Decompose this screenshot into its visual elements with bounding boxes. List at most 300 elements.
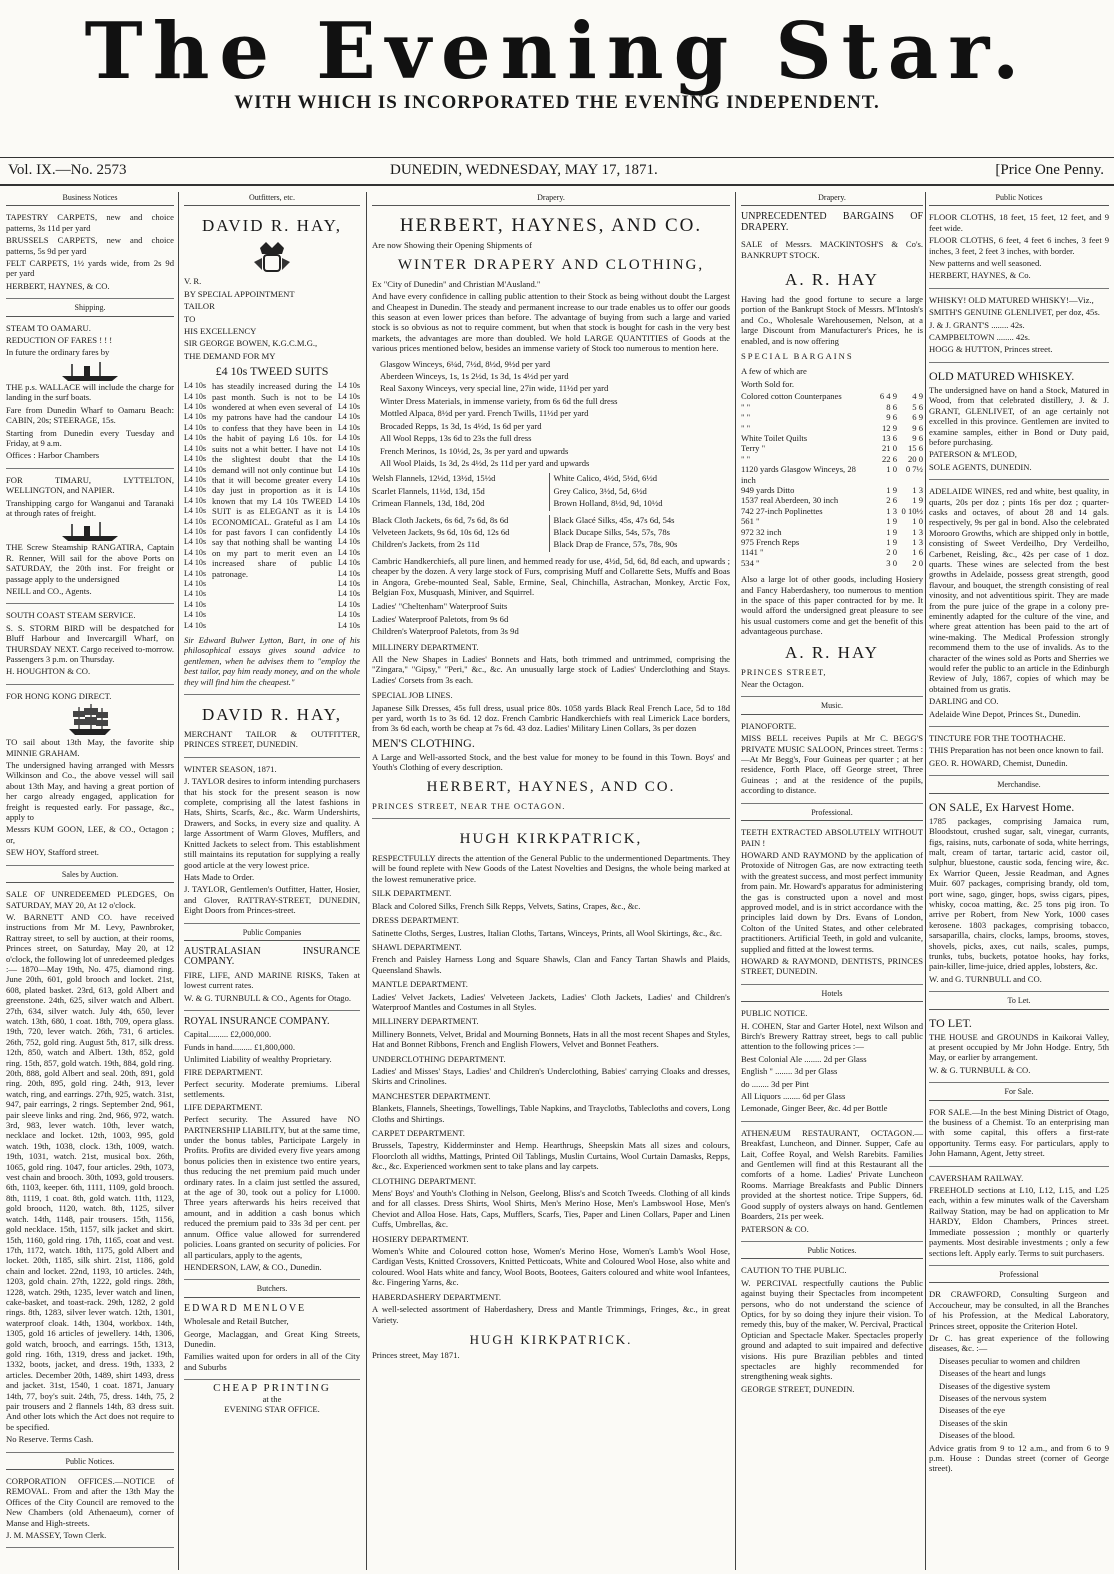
dept-heading: MEN'S CLOTHING. [372, 735, 475, 750]
dept-heading: CARPET DEPARTMENT. [372, 1128, 465, 1138]
dept-heading: CLOTHING DEPARTMENT. [372, 1175, 477, 1186]
ad-line: EVENING STAR OFFICE. [224, 1403, 320, 1414]
ad-line: Adelaide Wine Depot, Princes St., Dunedin. [929, 708, 1081, 719]
ad-line: Princes street, May 1871. [372, 1349, 460, 1360]
table-cell-sold: 1 9 [912, 495, 923, 506]
ad-heading: PUBLIC NOTICE. [741, 1008, 808, 1019]
table-row [741, 527, 923, 537]
ad-line: Are now Showing their Opening Shipments of [372, 240, 532, 251]
price-row: J. & J. GRANT'S ........ 42s. [929, 319, 1025, 330]
list-item: Children's Waterproof Paletots, from 3s 9d [372, 626, 519, 637]
dept-body: Ladies' and Misses' Stays, Ladies' and Children's Underclothing, Babies' carrying Cloaks and dresses, Skirts and Crinolines. [372, 1065, 730, 1087]
table-cell-item: " " [741, 422, 751, 433]
list-item: White Calico, 4½d, 5½d, 6½d [553, 473, 658, 484]
section-header: Professional. [741, 807, 923, 821]
dept-heading: MANCHESTER DEPARTMENT. [372, 1090, 491, 1101]
table-row [741, 464, 923, 485]
list-item: Ladies' Waterproof Paletots, from 9s 6d [372, 613, 509, 624]
table-cell-worth: 1 9 [886, 516, 897, 527]
floorcloth-ad [929, 209, 1109, 288]
ad-heading: PIANOFORTE. [741, 720, 797, 731]
section-header: Merchandise. [929, 779, 1109, 793]
ad-heading: CAUTION TO THE PUBLIC. [741, 1265, 847, 1276]
timaru-ad [6, 472, 174, 605]
ad-heading: WINTER DRAPERY AND CLOTHING, [397, 256, 705, 273]
ad-line: SIR GEORGE BOWEN, K.G.C.M.G., [184, 338, 318, 349]
table-row [741, 443, 923, 453]
ad-body: DR CRAWFORD, Consulting Surgeon and Accoucheur, may be consulted, in all the Branches of his Profession, at the Medical Laboratory, Princes street, opposite the Criterion Hotel. [929, 1289, 1109, 1331]
table-cell-item: Terry " [741, 443, 766, 454]
ad-body: 1785 packages, comprising Jamaica rum, Bloodstout, crushed sugar, salt, vinegar, currants, figs, raisins, nuts, carbonate of soda, white herrings, malt, cream of tartar, tartaric acid, castor oil, sulphur, bluestone, caustic soda, fencing wire, &c. Ex Warrior Queen, Jessie Readman, and Agnes Muir. 607 packages, comprising brandy, old tom, port wine, sago, ginger, hops, swiss cigars, pipes, whisky, cocoa matting, &c. 25 tons pig iron. To arrive per Robert, from New York, 1000 cases kerosene. 1803 packages, comprising tobacco, sarsaparilla, chairs, clocks, lamps, brooms, stoves, shovels, picks, axes, cut nails, scales, pumps, trunks, tubs, buckets, potatoe hooks, hay forks, pain-killer, lime-juice, dried apples, lobsters, &c. [929, 815, 1109, 972]
crawford-ad [929, 1286, 1109, 1481]
column-1 [6, 192, 174, 1570]
table-cell-worth: 8 6 [886, 401, 897, 412]
table-cell-item: " " [741, 412, 751, 423]
ad-line: THIS Preparation has not been once known to fail. [929, 745, 1104, 756]
hongkong-ad [6, 688, 174, 866]
ad-line: MERCHANT TAILOR & OUTFITTER, PRINCES STREET, DUNEDIN. [184, 729, 360, 750]
ad-signature: DARLING and CO. [929, 696, 999, 707]
sailing-ship-icon [65, 703, 115, 737]
table-cell-item: 561 " [741, 516, 760, 527]
ad-body: J. TAYLOR desires to inform intending purchasers that his stock for the present season is now complete, comprising all the latest fashions in Hats, Shirts, Scarfs, &c., &c. Warm Undershirts, Drawers, and Socks, in every size and quality. A large Assortment of Warm Gloves, Mufflers, and Knitted Jackets to select from. This establishment still maintains its reputation for supplying a really good article at the very lowest price. [184, 776, 360, 870]
section-header: Outfitters, etc. [184, 192, 360, 206]
dept-heading: MILLINERY DEPARTMENT. [372, 1016, 479, 1027]
list-item: Grey Calico, 3½d, 5d, 6½d [553, 485, 647, 496]
ad-line: TO sail about 13th May, the favorite ship MINNIE GRAHAM. [6, 737, 174, 758]
ad-line: Ex "City of Dunedin" and Christian M'Ausland." [372, 278, 541, 289]
table-cell-worth: 9 6 [886, 412, 897, 423]
dept-heading: MILLINERY DEPARTMENT. [372, 641, 479, 652]
teeth-ad [741, 824, 923, 985]
dept-body: French and Paisley Harness Long and Square Shawls, Clan and Fancy Tartan Shawls and Plaids, Queensland Shawls. [372, 954, 730, 975]
table-row [741, 558, 923, 568]
kirkpatrick-ad [372, 822, 730, 1367]
table-cell-item: 742 27-inch Poplinettes [741, 505, 823, 516]
ad-line: FLOOR CLOTHS, 6 feet, 4 feet 6 inches, 3 feet 9 inches, 3 feet, 2 feet 3 inches, with border. [929, 235, 1109, 256]
column-5 [929, 192, 1109, 1570]
dept-body: Mens' Boys' and Youth's Clothing in Nelson, Geelong, Bliss's and Scotch Tweeds. Clothing of all kinds and for all classes. Dress Shirts, Wool Shirts, Men's Merino Hose, Men's Lambswool Hose, Men's Cheviot and Alloa Hose. Hats, Caps, Mufflers, Scarfs, Ties, Paper and Linen Collars, Paper and Linen Cuffs, Umbrellas, &c. [372, 1188, 730, 1230]
carpets-ad [6, 209, 174, 299]
list-item: Brown Holland, 8½d, 9d, 10½d [553, 498, 663, 509]
section-header: Drapery. [372, 192, 730, 206]
price-row: English " ........ 3d per Glass [741, 1066, 838, 1077]
ad-signature: HERBERT, HAYNES, AND CO. [426, 778, 676, 795]
table-cell-item: 1537 real Aberdeen, 30 inch [741, 495, 839, 506]
ad-line: Fare from Dunedin Wharf to Oamaru Beach: CABIN, 20s; STEERAGE, 15s. [6, 404, 174, 426]
list-item: Children's Jackets, from 2s 11d [372, 539, 480, 550]
list-item: Welsh Flannels, 12½d, 13½d, 15½d [372, 473, 496, 484]
steamship-icon [60, 360, 120, 382]
ad-line: No Reserve. Terms Cash. [6, 1434, 94, 1445]
dept-body: Black and Colored Silks, French Silk Repps, Velvets, Satins, Crapes, &c., &c. [372, 900, 641, 911]
menlove-ad [184, 1301, 360, 1380]
price-row: Best Colonial Ale ........ 2d per Glass [741, 1053, 867, 1064]
ad-signature: PATERSON & M'LEOD, [929, 449, 1017, 460]
ad-heading: £4 10s TWEED SUITS [215, 364, 329, 379]
list-item: All Wool Repps, 13s 6d to 23s the full dress [380, 433, 532, 444]
dept-body: Millinery Bonnets, Velvet, Bridal and Mourning Bonnets, Hats in all the most recent Shapes and Styles, Hat and Bonnet Ribbons, French and English Flowers, Velvet and Bonnet Feathers. [372, 1028, 730, 1050]
ad-line: THE DEMAND FOR MY [184, 350, 276, 361]
ad-line: Starting from Dunedin every Tuesday and Friday, at 9 a.m. [6, 427, 174, 448]
table-cell-worth: 21 0 [881, 443, 897, 454]
ad-line: SOLE AGENTS, DUNEDIN. [929, 461, 1032, 472]
ad-line: New patterns and well seasoned. [929, 258, 1042, 269]
ad-line: The undersigned having arranged with Messrs Wilkinson and Co., the above vessel will sail about 13th May, and having a great portion of her cargo already engaged, application for freight is requested early. For passage, &c., apply to [6, 760, 174, 823]
table-cell-sold: 1 6 [912, 547, 923, 558]
printing-ad [184, 1383, 360, 1414]
table-row [741, 433, 923, 443]
ad-body: H. COHEN, Star and Garter Hotel, next Wilson and Birch's Brewery Rattray street, begs to call public attention to the following prices :— [741, 1020, 923, 1052]
ad-line: PRINCES STREET, [741, 666, 827, 677]
list-item: Brocaded Repps, 1s 3d, 1s 4½d, 1s 6d per yard [380, 420, 542, 431]
winceys-list [380, 359, 722, 469]
oamaru-ad [6, 320, 174, 469]
herbert-haynes-ad [372, 209, 730, 819]
ad-heading: FIRE DEPARTMENT. [184, 1066, 263, 1077]
ad-heading: TO LET. [929, 1015, 972, 1030]
ad-line: TO [184, 313, 196, 324]
table-cell-worth: 13 6 [881, 432, 897, 443]
table-cell-item: 534 " [741, 557, 760, 568]
section-header: Drapery. [741, 192, 923, 206]
list-item: Black Drap de France, 57s, 78s, 90s [553, 539, 678, 550]
ad-heading: TINCTURE FOR THE TOOTHACHE. [929, 733, 1066, 744]
issue-date: DUNEDIN, WEDNESDAY, MAY 17, 1871. [390, 162, 658, 178]
ad-body: RESPECTFULLY directs the attention of the General Public to the undermentioned Departments. They will be found replete with New Goods of the Latest Novelties and Designs, the whole being marked at the lowest remunerative price. [372, 853, 730, 884]
list-item: Aberdeen Winceys, 1s, 1s 2½d, 1s 3d, 1s 4½d per yard [380, 371, 569, 382]
ad-heading: REDUCTION OF FARES ! ! ! [6, 335, 113, 346]
section-header: Professional [929, 1269, 1109, 1283]
ad-heading: SALE OF UNREDEEMED PLEDGES, On SATURDAY, MAY 20, At 12 o'clock. [6, 889, 174, 910]
ad-signature: A. R. HAY [785, 642, 879, 662]
ad-heading: UNPRECEDENTED BARGAINS OF DRAPERY. [741, 211, 923, 233]
table-cell-item: 1120 yards Glasgow Winceys, 28 inch [741, 464, 856, 485]
table-header: Worth Sold for. [741, 378, 795, 389]
section-header: Public Companies [184, 927, 360, 941]
ad-line: PRINCES STREET, NEAR THE OCTAGON. [372, 800, 566, 811]
ad-line: S. S. STORM BIRD will be despatched for Bluff Harbour and Invercargill Wharf, on THURSDAY NEXT. Cargo received to-morrow. Passengers 3 p.m. on Thursday. [6, 622, 174, 664]
list-item: Mottled Alpaca, 8½d per yard. French Twills, 11½d per yard [380, 408, 589, 419]
newspaper-title: The Evening Star. [84, 6, 1030, 97]
newspaper-subtitle: WITH WHICH IS INCORPORATED THE EVENING INDEPENDENT. [234, 92, 880, 113]
dept-body: Japanese Silk Dresses, 45s full dress, usual price 80s. 1058 yards Black Real French Lace, 5d to 18d per yard, worth 1s to 3s 6d. 12 doz. French Cambric Handkerchiefs with real Limerick Lace borders, from 3s 6d each, worth be cheap at 7s 6d. 43 doz. Ladies' Military Linen Collars, 3s per dozen [372, 702, 730, 734]
table-row [741, 516, 923, 526]
ad-body: Sir Edward Bulwer Lytton, Bart, in one of his philosophical essays gives sound advice to gentlemen, when he advises them to "employ the best tailor, pay him ready money, and on the whole they will find him the cheapest." [184, 635, 360, 687]
ad-line: BRUSSELS CARPETS, new and choice patterns, 5s 9d per yard [6, 235, 174, 256]
ad-body: W. PERCIVAL respectfully cautions the Public against buying their Spectacles from incompetent persons, who do not understand the science of Optics, for by so doing they injure their vision. To remedy this, buy of the maker, W. Percival, Practical Optician and Spectacle Maker. Spectacles properly ground and adapted to suit impaired and defective visions. His pure Brazilian pebbles and tinted spectacles are highly recommended for strengthening weak sights. [741, 1277, 923, 1382]
ad-line: HIS EXCELLENCY [184, 326, 257, 337]
dept-heading: SILK DEPARTMENT. [372, 888, 452, 899]
royal-ad [184, 1014, 360, 1280]
table-cell-sold: 4 9 [912, 391, 923, 402]
ad-line: Perfect security. Moderate premiums. Liberal settlements. [184, 1079, 360, 1100]
table-cell-worth: 1 9 [886, 484, 897, 495]
ad-body: Cambric Handkerchiefs, all pure linen, and hemmed ready for use, 4½d, 5d, 6d, 8d each, and upwards ; cheaper by the dozen. A very large stock of Furs, comprising Muff and Collarette Sets, Muffs and Boas in Angora, Grebe-mounted Seal, Sable, Ermine, Seal, Chinchilla, Astrachan, Monkey, Arctic Fox, Belgian Fox, Musquash, Miniver, and Squirrel. [372, 555, 730, 597]
ad-body: HOWARD AND RAYMOND by the application of Protoxide of Nitrogen Gas, are now extracting teeth with the greatest success, and most perfect immunity from pain. Mr. Howard's apparatus for administering the gas is constructed upon a novel and most approved model, and is in strict accordance with the principles laid down by Drs. Evans of London, Colton of the United States, and other celebrated practitioners. Artificial Teeth, in gold and vulcanite, supplied and fitted at the lowest terms. [741, 849, 923, 954]
tolet-ad [929, 1013, 1109, 1084]
ad-line: V. R. [184, 276, 202, 287]
ad-body: Having had the good fortune to secure a large portion of the Bankrupt Stock of Messrs. M'Intosh's and Co., Wholesale Warehousemen, Nelson, at a large Discount from Manufacturer's Prices, he is enabled, and is now offering [741, 294, 923, 346]
section-header: Sales by Auction. [6, 869, 174, 883]
ad-heading: OLD MATURED WHISKEY. [929, 368, 1075, 383]
price-row: Lemonade, Ginger Beer, &c. 4d per Bottle [741, 1103, 888, 1114]
ad-signature: NEILL and CO., Agents. [6, 585, 92, 596]
table-cell-worth: 1 9 [886, 526, 897, 537]
ad-heading: ON SALE, Ex Harvest Home. [929, 799, 1075, 814]
dept-body: All the New Shapes in Ladies' Bonnets and Hats, both trimmed and untrimmed, comprising the "Zingara," "Gipsy," "Peri," &c., &c. An unusually large stock of Ladies' Underclothing and Stays. Ladies' Corsets from 3s each. [372, 654, 730, 685]
table-cell-item: 949 yards Ditto [741, 484, 795, 495]
southcoast-ad [6, 607, 174, 684]
ad-line: TAPESTRY CARPETS, new and choice patterns, 3s 11d per yard [6, 212, 174, 233]
table-row [741, 454, 923, 464]
taylor-ad [184, 761, 360, 924]
price-row: CAMPBELTOWN ........ 42s. [929, 332, 1030, 343]
section-header: Shipping. [6, 302, 174, 316]
price-row: do ........ 3d per Pint [741, 1078, 809, 1089]
jackets-table [372, 515, 730, 552]
bargains-ad [741, 209, 923, 697]
table-cell-item: " " [741, 401, 751, 412]
volume-number: Vol. IX.—No. 2573 [8, 162, 127, 178]
ad-line: Unlimited Liability of wealthy Proprietary. [184, 1054, 332, 1065]
ad-line: Capital......... £2,000,000. [184, 1029, 272, 1040]
price-margin: L4 10s L4 10s L4 10s L4 10s L4 10s L4 10s L4 10s L4 10s L4 10s L4 10s L4 10s L4 10s L4 10s L4 10s L4 10s L4 10s L4 10s L4 10s L4 10s L4 10s L4 10s L4 10s L4 10s L4 10s [338, 381, 360, 630]
royal-crest-icon [252, 240, 292, 276]
ad-line: TAILOR [184, 301, 215, 312]
bargain-table [741, 391, 923, 568]
ad-body: MISS BELL receives Pupils at Mr C. BEGG'S PRIVATE MUSIC SALOON, Princes street. Terms :—At Mr Begg's, Four Guineas per quarter ; at her residence, Forth Place, off George street, Three Guineas ; and at the residence of the pupils, according to distance. [741, 733, 923, 796]
table-cell-sold: 1 3 [912, 536, 923, 547]
section-header: Music. [741, 700, 923, 714]
ad-signature: GEO. R. HOWARD, Chemist, Dunedin. [929, 757, 1068, 768]
list-item: Scarlet Flannels, 11½d, 13d, 15d [372, 485, 485, 496]
table-cell-worth: 22 6 [881, 453, 897, 464]
table-cell-sold: 15 6 [907, 443, 923, 454]
table-row [741, 537, 923, 547]
list-item: Ladies' "Cheltenham" Waterproof Suits [372, 601, 508, 612]
ad-heading: LIFE DEPARTMENT. [184, 1101, 263, 1112]
section-header: To Let. [929, 995, 1109, 1009]
ad-heading: TEETH EXTRACTED ABSOLUTELY WITHOUT PAIN ! [741, 827, 923, 848]
dept-heading: SPECIAL JOB LINES. [372, 690, 453, 701]
table-cell-worth: 2 0 [886, 547, 897, 558]
dept-heading: SHAWL DEPARTMENT. [372, 941, 462, 952]
ad-body: CORPORATION OFFICES.—NOTICE of REMOVAL. From and after the 13th May the Offices of the City Council are removed to the New Chambers (old Athenaeum), corner of Manse and High-streets. [6, 1476, 174, 1528]
table-row [741, 402, 923, 412]
ad-body: The undersigned have on hand a Stock, Matured in Wood, from that celebrated distillery, J. & J. GRANT, GLENLIVET, of an age certainly not excelled in this province. Gentlemen are invited to examine samples, either in Bond or Duty paid, before purchasing. [929, 384, 1109, 447]
railway-ad [929, 1170, 1109, 1266]
section-header: Public Notices. [741, 1245, 923, 1259]
ad-heading: ROYAL INSURANCE COMPANY. [184, 1015, 330, 1027]
dept-body: Ladies' Velvet Jackets, Ladies' Velveteen Jackets, Ladies' Cloth Jackets, Ladies' and Children's Waterproof Mantles and Costumes in all Styles. [372, 991, 730, 1012]
table-cell-item: " " [741, 453, 751, 464]
ad-heading: CAVERSHAM RAILWAY. [929, 1172, 1024, 1183]
dept-body: Satinette Cloths, Serges, Lustres, Italian Cloths, Tartans, Winceys, Prints, all Wool Skirtings, &c., &c. [372, 927, 723, 938]
list-item: Diseases of the blood. [939, 1430, 1015, 1441]
ad-body: FREEHOLD sections at L10, L12, L15, and L25 each, within a few minutes walk of the Caversham Railway Station, may be had on application to Mr HARDY, Eldon Chambers, Princes street. Immediate possession ; monthly or quarterly payments. Most desirable investments ; only a few sections left. Apply early. Terms to suit purchasers. [929, 1185, 1109, 1258]
table-cell-item: White Toilet Quilts [741, 432, 808, 443]
dept-body: A well-selected assortment of Haberdashery, Dress and Mantle Trimmings, Fringes, &c., in great Variety. [372, 1304, 730, 1325]
ad-heading: DAVID R. HAY, [202, 216, 342, 236]
whisky-ad [929, 292, 1109, 363]
ad-signature: HUGH KIRKPATRICK. [469, 1331, 633, 1347]
ad-line: Wholesale and Retail Butcher, [184, 1316, 289, 1327]
onsale-ad [929, 797, 1109, 993]
dept-body: Women's White and Coloured cotton hose, Women's Merino Hose, Women's Lamb's Wool Hose, Cardigan Vests, Knitted Crossovers, Knitted Petticoats, White and Coloured Wool Hose, also white and coloured. Wool Hats white and fancy, Wool Boots, Bootees, Gaiters coloured and white wool Infantees, &c. Fingering Yarns, &c. [372, 1246, 730, 1288]
ad-line: at the [262, 1393, 282, 1404]
ad-line: Offices : Harbor Chambers [6, 450, 100, 461]
ad-heading: EDWARD MENLOVE [184, 1302, 307, 1314]
dept-heading: MANTLE DEPARTMENT. [372, 979, 468, 990]
ad-body: ADELAIDE WINES, red and white, best quality, in quarts, 20s per doz ; pints 16s per doz ; quarter-casks and octaves, of about 28 and 14 gals. respectively, 9s per gal in bond. Also the celebrated Morooro Growths, which are shipped only in bottle, consisting of Sweet Verdeilho, Dry Verdeilho, Carbenet, Reisling, &c., 42s per case of 1 doz. quarts. These wines are selected from the best growths in Adelaide, possess great strength, good flavour, and bouquet, the strength consisting of real vinosity, and not adventitious spirit. They are made from the pure juice of the grape in a colony pre-eminently adapted for the culture of the vine, and where great attention has been paid to the art of wine-making. The Medical Profession strongly recommend them to the use of invalids. As to the character of the wines sold as Ports and Sherries we would refer the public to an article in the Edinburgh Review of July, 1867, copies of which may be obtained from us gratis. [929, 486, 1109, 694]
ad-body: Also a large lot of other goods, including Hosiery and Fancy Haberdashery, too numerous to mention in the space of this paper contracted for by me. It would afford the undersigned great pleasure to see his usual customers come and get the benefit of this advantageous purchase. [741, 574, 923, 637]
list-item: Black Glacé Silks, 45s, 47s 6d, 54s [553, 514, 675, 525]
corporation-ad [6, 1473, 174, 1548]
ad-line: In future the ordinary fares by [6, 347, 110, 358]
table-cell-sold: 5 6 [912, 401, 923, 412]
list-item: Crimean Flannels, 13d, 18d, 20d [372, 498, 485, 509]
adelaide-ad [929, 483, 1109, 727]
ad-heading: AUSTRALASIAN INSURANCE COMPANY. [184, 945, 360, 968]
dept-heading: UNDERCLOTHING DEPARTMENT. [372, 1053, 506, 1064]
dept-heading: HABERDASHERY DEPARTMENT. [372, 1291, 502, 1302]
table-cell-sold: 20 0 [907, 453, 923, 464]
table-row [741, 506, 923, 516]
ad-line: Funds in hand......... £1,800,000. [184, 1041, 296, 1052]
list-item: Black Cloth Jackets, 6s 6d, 7s 6d, 8s 6d [372, 514, 509, 525]
ad-line: THE Screw Steamship RANGATIRA, Captain R. Renner, Will sail for the above Ports on SATURDAY, the 20th inst. For freight or passage apply to the undersigned [6, 542, 174, 584]
section-header: Business Notices [6, 192, 174, 206]
forsale-ad [929, 1104, 1109, 1167]
ad-heading: A. R. HAY [785, 270, 879, 290]
suit-body [184, 381, 360, 631]
section-header: Public Notices. [6, 1456, 174, 1470]
hay2-ad [184, 698, 360, 758]
ad-signature: HENDERSON, LAW, & CO., Dunedin. [184, 1261, 322, 1272]
steamship-icon [60, 520, 120, 542]
list-item: Black Ducape Silks, 54s, 57s, 78s [553, 526, 670, 537]
ad-signature: W. & G. TURNBULL & CO. [929, 1064, 1031, 1075]
list-item: Diseases of the skin [939, 1417, 1008, 1428]
table-cell-worth: 3 0 [886, 557, 897, 568]
ad-body: W. BARNETT AND CO. have received instructions from Mr M. Levy, Pawnbroker, Rattray street, to sell by auction, at their rooms, Princes street, on Saturday, May 20, at 12 o'clock, the following lot of unredeemed pledges :— 1870—May 19th, No. 475, diamond ring. June 20th, 601, gold brooch and locket. 21st, 608, plated basket. 23rd, 613, gold Albert and greenstone. 24th, 625, silver watch and Albert. 27th, 634, silver watch. July 4th, 650, lever watch. 13th, 680, 1 coat. 18th, 709, opera glass. 19th, 720, lever watch. 26th, 731, 6 articles. 26th, 752, gold ring. August 5th, 817, silk dress. 12th, 850, watch and Albert. 13th, 852, gold ring. 15th, 857, gold watch. 19th, 884, gold ring. 20th, 888, gold Albert and seal. 20th, 891, gold ring. 20th, 895, gold ring. 24th, 913, lever watch, ring, and earrings. 27th, 925, watch. 31st, 947, pair earrings, 2 rings. September 2nd, 961, pair sleeve links and ring. 2nd, 966, 972, watch. 3rd, 983, lever watch. 10th, lever watch, necklace and locket. 12th, 1003, 995, gold watch. 19th, 1038, clock. 13th, 1009, watch. 19th, 1031, watch. 21st, musical box. 26th, 1065, gold ring. 1047, four articles. 29th, 1073, vest chain and brooch. 30th, 1093, gold trousers. 6th, 1103, keeper. 6th, 1111, 1109, gold brooch. 8th, 1119, 1 coat. 8th, gold watch. 11th, 1123, gold brooch, 1120, watch. 8th, 1125, silver watch. 14th, 1148, pair trousers. 15th, 1156, gold necklace. 15th, 1157, silk jacket and skirt. 15th, 1160, gold ring. 17th, 1165, coat and vest. 17th, 1172, watch. 18th, 1175, gold Albert and locket. 20th, 1185, silk shirt. 21st, 1186, gold chain and locket. 22nd, 1193, 10 articles. 24th, 1203, gold chain. 27th, 1222, gold rings. 28th, 1228, watch. 29th, 1235, lever watch and linen, cake-basket, and toast-rack. 29th, 1282, 2 gold rings. 8th, 1283, silver lever watch. 12th, 1301, waterproof cloak. 14th, 1304, workbox. 14th, 1305, gold 16 articles of jewellery. 14th, 1306, gold watch, brooch, and earrings. 15th, 1313, gold ring. 16th, 1319, dress and jacket. 19th, 1332, boots, jacket, and dress. 19th, 1333, 2 articles. December 20th, 1489, shirt 1493, dress and jacket. 31st, 1540, 1 coat. 1871, January 14th, 77, boy's suit. 24th, 75, dress. 14th, 75, 2 pair trousers and 2 flannels 14th, 83 dress suit. And other lots which the Act does not require to be specified. [6, 911, 174, 1432]
list-item: Velveteen Jackets, 9s 6d, 10s 6d, 12s 6d [372, 526, 510, 537]
list-item: Diseases peculiar to women and children [939, 1355, 1081, 1366]
table-cell-worth: 6 4 9 [879, 391, 897, 402]
table-cell-sold: 2 0 [912, 557, 923, 568]
table-cell-worth: 12 9 [881, 422, 897, 433]
ad-heading: WINTER SEASON, 1871. [184, 763, 277, 774]
table-row [741, 391, 923, 401]
ad-line: George, Maclaggan, and Great King Streets, Dunedin. [184, 1328, 360, 1349]
ad-signature: J. M. MASSEY, Town Clerk. [6, 1530, 107, 1541]
table-cell-worth: 1 3 [886, 505, 897, 516]
ad-signature: W. and G. TURNBULL and CO. [929, 973, 1042, 984]
ad-line: SALE of Messrs. MACKINTOSH'S & Co's. BANKRUPT STOCK. [741, 239, 923, 260]
table-cell-item: Colored cotton Counterpanes [741, 391, 842, 402]
list-item: Diseases of the nervous system [939, 1392, 1047, 1403]
list-item: Glasgow Winceys, 6¼d, 7½d, 8½d, 9½d per yard [380, 358, 551, 369]
column-3 [372, 192, 730, 1570]
list-item: French Merinos, 1s 10½d, 2s, 3s per yard and upwards [380, 445, 569, 456]
columns [0, 192, 1114, 1574]
table-cell-worth: 1 0 [886, 464, 897, 475]
section-header: Butchers. [184, 1283, 360, 1297]
table-cell-sold: 6 9 [912, 412, 923, 423]
ad-body: ATHENÆUM RESTAURANT, OCTAGON.—Breakfast, Luncheon, and Dinner. Supper, Cafe au Lait, Coffee Royal, and Welsh Rarebits. Families and Gentlemen will find at this Restaurant all the comforts of a home. Ladies' Private Luncheon Rooms. Marriage Breakfasts and Public Dinners provided at the shortest notice. Tripe Suppers, 6d. Good supply of oysters always on hand. Gentlemen Boarders, 21s per week. [741, 1127, 923, 1222]
table-cell-item: 975 French Reps [741, 536, 800, 547]
table-cell-worth: 1 9 [886, 536, 897, 547]
list-item: Diseases of the heart and lungs [939, 1368, 1046, 1379]
ad-signature: HERBERT, HAYNES, & Co. [929, 270, 1031, 281]
ad-line: Hats Made to Order. [184, 871, 255, 882]
ad-heading: SOUTH COAST STEAM SERVICE. [6, 610, 136, 621]
price-margin: L4 10s L4 10s L4 10s L4 10s L4 10s L4 10s L4 10s L4 10s L4 10s L4 10s L4 10s L4 10s L4 10s L4 10s L4 10s L4 10s L4 10s L4 10s L4 10s L4 10s L4 10s L4 10s L4 10s L4 10s [184, 381, 206, 630]
ad-line: FIRE, LIFE, AND MARINE RISKS, Taken at lowest current rates. [184, 969, 360, 991]
ad-body: Advice gratis from 9 to 12 a.m., and from 6 to 9 p.m. House : Dundas street (corner of George street). [929, 1442, 1109, 1474]
table-cell-worth: 2 6 [886, 495, 897, 506]
table-cell-sold: 1 3 [912, 526, 923, 537]
ad-body: THE HOUSE and GROUNDS in Kaikorai Valley, at present occupied by Mr John Hodge. Entry, 5th May, or earlier by arrangement. [929, 1031, 1109, 1063]
ad-signature: W. & G. TURNBULL & CO., Agents for Otago. [184, 992, 352, 1003]
section-header: For Sale. [929, 1086, 1109, 1100]
ad-signature: HOGG & HUTTON, Princes street. [929, 344, 1053, 355]
ad-signature: SEW HOY, Stafford street. [6, 847, 99, 858]
cohen-ad [741, 1005, 923, 1122]
price: [Price One Penny. [995, 162, 1104, 178]
table-row [741, 547, 923, 557]
masthead [0, 0, 1114, 97]
ad-line: FLOOR CLOTHS, 18 feet, 15 feet, 12 feet, and 9 feet wide. [929, 212, 1109, 233]
pledges-ad [6, 886, 174, 1453]
column-2 [184, 192, 360, 1570]
list-item: Real Saxony Winceys, very special line, 27in wide, 11½d per yard [380, 383, 609, 394]
ad-heading: DAVID R. HAY, [202, 705, 342, 725]
ad-heading: SPECIAL BARGAINS [741, 351, 854, 362]
dept-heading: HOSIERY DEPARTMENT. [372, 1233, 469, 1244]
ad-line: Families waited upon for orders in all of the City and Suburbs [184, 1351, 360, 1372]
table-row [741, 495, 923, 505]
pianoforte-ad [741, 718, 923, 804]
table-cell-sold: 1 3 [912, 484, 923, 495]
section-header: Hotels [741, 988, 923, 1002]
ad-heading: WHISKY! OLD MATURED WHISKY!—Viz., [929, 294, 1094, 305]
athenaeum-ad [741, 1125, 923, 1242]
ad-signature: HOWARD & RAYMOND, DENTISTS, PRINCES STREET, DUNEDIN. [741, 955, 923, 977]
caution-ad [741, 1262, 923, 1401]
table-cell-item: 1141 " [741, 547, 764, 558]
table-row [741, 423, 923, 433]
ad-line: Near the Octagon. [741, 679, 804, 690]
ad-line: Dr C. has great experience of the following diseases, &c. :— [929, 1332, 1109, 1354]
price-row: SMITH'S GENUINE GLENLIVET, per doz, 45s. [929, 307, 1100, 318]
ad-heading: CHEAP PRINTING [213, 1382, 331, 1395]
dateline [0, 157, 1114, 186]
ad-heading: FOR TIMARU, LYTTELTON, WELLINGTON, and NAPIER. [6, 474, 174, 496]
ad-line: Transhipping cargo for Wanganui and Taranaki at through rates of freight. [6, 497, 174, 518]
ad-heading: FOR HONG KONG DIRECT. [6, 690, 112, 701]
ad-heading: STEAM TO OAMARU. [6, 322, 91, 333]
matured-ad [929, 366, 1109, 480]
ad-signature: Messrs KUM GOON, LEE, & CO., Octagon ; or, [6, 824, 174, 845]
ad-signature: H. HOUGHTON & CO. [6, 666, 91, 677]
list-item: Diseases of the eye [939, 1405, 1006, 1416]
table-cell-sold: 9 6 [912, 422, 923, 433]
ad-line: THE p.s. WALLACE will include the charge for landing in the surf boats. [6, 381, 174, 403]
tincture-ad [929, 730, 1109, 776]
ad-body: Perfect security. The Assured have NO PARTNERSHIP LIABILITY, but at the same time, under the bonus tables, Participate Largely in Profits. Profits are divided every five years among bonus policies then in existence two entire years, thus reducing the net premium paid much under ordinary rates. In a claim just settled the assured, at the age of 30, took out a policy for L1000. Three years afterwards his heirs received that amount, and in addition a cash bonus which reduced the premium paid to 33s 3d per cent. per annum. Office value allowed for surrendered policies. Loans granted on security of policies. For all particulars, apply to the agents, [184, 1114, 360, 1260]
